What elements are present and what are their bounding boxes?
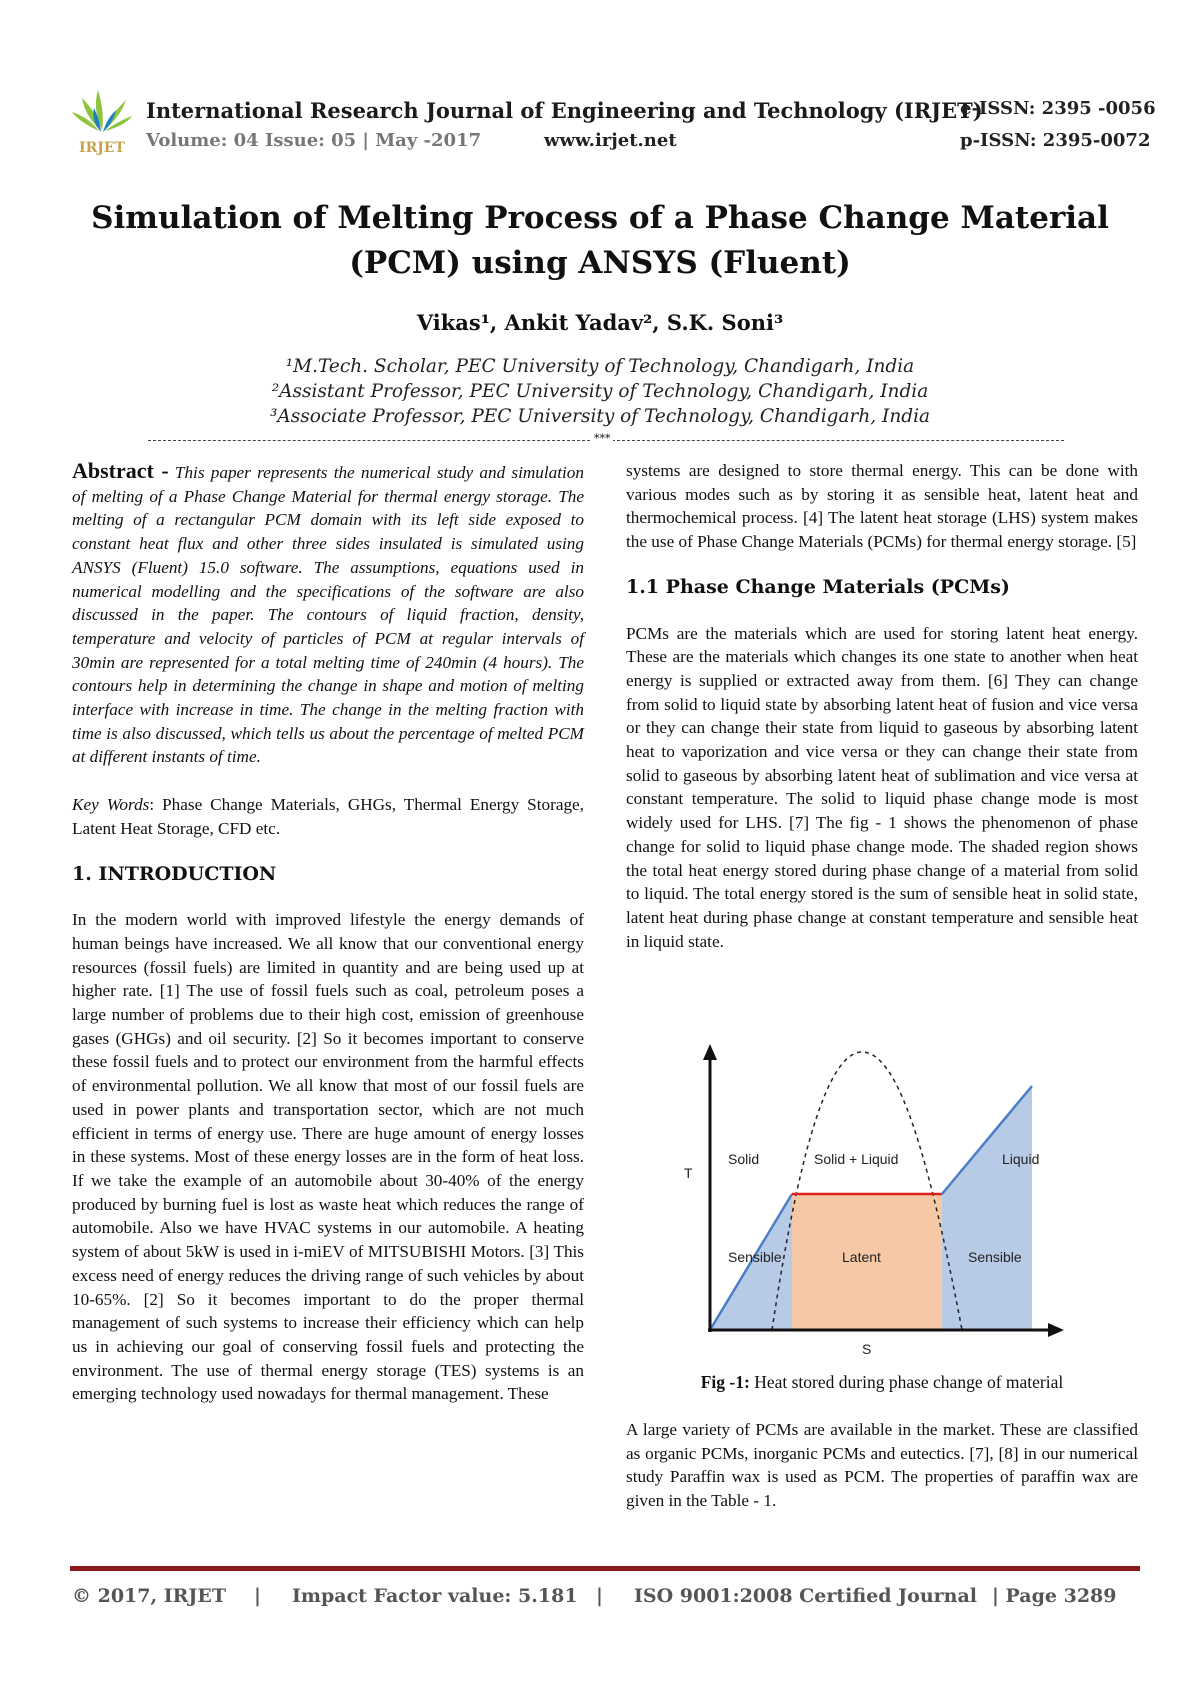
label-solid-liquid: Solid + Liquid [814, 1151, 899, 1167]
label-liquid: Liquid [1002, 1151, 1040, 1167]
journal-name: International Research Journal of Engineering and Technology (IRJET) [146, 98, 983, 123]
affiliation-3: ³Associate Professor, PEC University of Technology, Chandigarh, India [269, 406, 931, 427]
introduction-continued: systems are designed to store thermal energy. This can be done with various modes such as by storing it as sensible heat, latent heat and thermochemical process. [4] The latent heat storage (LHS) system makes the use of Phase Change Materials (PCMs) for thermal energy storage. [5] [626, 461, 1138, 552]
phase-change-figure [662, 1040, 1096, 1360]
label-solid: Solid [728, 1151, 760, 1167]
keywords-label: Key Words [72, 795, 150, 815]
y-axis-label: T [684, 1165, 693, 1181]
irjet-logo [70, 86, 134, 156]
y-axis-arrow [703, 1044, 717, 1060]
website-link[interactable]: www.irjet.net [544, 130, 677, 151]
label-sensible-left: Sensible [728, 1249, 782, 1265]
footer-copyright: © 2017, IRJET [72, 1585, 227, 1607]
left-column [72, 459, 584, 1406]
x-axis-label: S [862, 1341, 872, 1357]
right-column [626, 459, 1138, 953]
section-heading-introduction: 1. INTRODUCTION [72, 862, 277, 885]
pcm-text: PCMs are the materials which are used for storing latent heat energy. These are the materials which changes its one state to another when heat energy is supplied or extracted away from them. [6] They can change from solid to liquid state by absorbing latent heat of fusion and vice versa or they can change their state from liquid to gaseous by absorbing latent heat to vaporization and vice versa or they can change their state from solid to gaseous by absorbing latent heat of sublimation and vice versa at constant temperature. The solid to liquid phase change mode is most widely used for LHS. [7] The fig - 1 shows the phenomenon of phase change for solid to liquid phase change mode. The shaded region shows the total heat energy stored during phase change of a material from solid to liquid. The total energy stored is the sum of sensible heat in solid state, latent heat during phase change at constant temperature and sensible heat in liquid state. [626, 623, 1138, 951]
sensible-liquid-region [942, 1086, 1032, 1330]
label-sensible-right: Sensible [968, 1249, 1022, 1265]
keywords-text: : Phase Change Materials, GHGs, Thermal Energy Storage, Latent Heat Storage, CFD etc. [72, 795, 584, 838]
footer-separator-1: | [254, 1585, 261, 1607]
abstract-text: This paper represents the numerical study and simulation of melting of a Phase Change Material for thermal energy storage. The melting of a rectangular PCM domain with its left side exposed to constant heat flux and other three sides insulated is simulated using ANSYS (Fluent) 15.0 software. The assumptions, equations used in numerical modelling and the specifications of the software are also discussed in the paper. The contours of liquid fraction, density, temperature and velocity of particles of PCM at regular intervals of 30min are represented for a total melting time of 240min (4 hours). The contours help in determining the change in shape and motion of melting interface with increase in time. The change in the melting fraction with time is also discussed, which tells us about the percentage of melted PCM at different instants of time. [72, 463, 584, 767]
figure-caption-label: Fig -1: [700, 1372, 750, 1392]
abstract [72, 459, 584, 769]
separator-stars: *** [594, 432, 611, 445]
introduction-text: In the modern world with improved lifestyle the energy demands of human beings have increased. We all know that our conventional energy resources (fossil fuels) are limited in quantity and are being used up at higher rate. [1] The use of fossil fuels such as coal, petroleum poses a large number of problems due to their high cost, emission of greenhouse gases (GHGs) and oil security. [2] So it becomes important to conserve these fossil fuels and to protect our environment from the harmful effects of environmental pollution. We all know that most of our fossil fuels are used in power plants and transportation sector, which are not much efficient in terms of energy use. There are huge amount of energy losses in these systems. Most of these energy losses are in the form of heat loss. If we take the example of an automobile about 30-40% of the energy produced by burning fuel is lost as waste heat which reduces the range of automobile. Also we have HVAC systems in our automobile. A heating system of about 5kW is used in i-miEV of MITSUBISHI Motors. [3] This excess need of energy reduces the driving range of such vehicles by about 10-65%. [2] So it becomes important to do the proper thermal management of such systems to increase their efficiency which can help us in achieving our goal of conserving fossil fuels and protecting the environment. The use of thermal energy storage (TES) systems is an emerging technology used nowadays for thermal management. These [72, 910, 584, 1404]
keywords [72, 793, 584, 840]
affiliation-2: ²Assistant Professor, PEC University of Technology, Chandigarh, India [271, 381, 929, 402]
footer-iso: ISO 9001:2008 Certified Journal [634, 1585, 978, 1607]
section-heading-pcm: 1.1 Phase Change Materials (PCMs) [626, 575, 1010, 598]
figure-caption-text: Heat stored during phase change of material [749, 1372, 1064, 1392]
abstract-label: Abstract - [72, 458, 169, 483]
eissn: e-ISSN: 2395 -0056 [960, 98, 1156, 119]
volume-issue: Volume: 04 Issue: 05 | May -2017 [146, 130, 482, 151]
post-figure-text: A large variety of PCMs are available in the market. These are classified as organic PCMs, inorganic PCMs and eutectics. [7], [8] in our numerical study Paraffin wax is used as PCM. The properties of paraffin wax are given in the Table - 1. [626, 1420, 1138, 1511]
paper-title: Simulation of Melting Process of a Phase Change Material (PCM) using ANSYS (Fluent) [91, 200, 1109, 281]
label-latent: Latent [842, 1249, 881, 1265]
footer-impact-factor: Impact Factor value: 5.181 [292, 1585, 578, 1607]
footer-separator-2: | [596, 1585, 603, 1607]
footer-rule [70, 1566, 1140, 1571]
pissn: p-ISSN: 2395-0072 [960, 130, 1151, 151]
logo-text: IRJET [79, 140, 125, 156]
affiliation-1: ¹M.Tech. Scholar, PEC University of Technology, Chandigarh, India [285, 356, 915, 377]
x-axis-arrow [1048, 1323, 1064, 1337]
footer-page-number: | Page 3289 [992, 1585, 1117, 1607]
figure-caption [626, 1372, 1138, 1393]
paper-authors: Vikas¹, Ankit Yadav², S.K. Soni³ [416, 310, 784, 335]
